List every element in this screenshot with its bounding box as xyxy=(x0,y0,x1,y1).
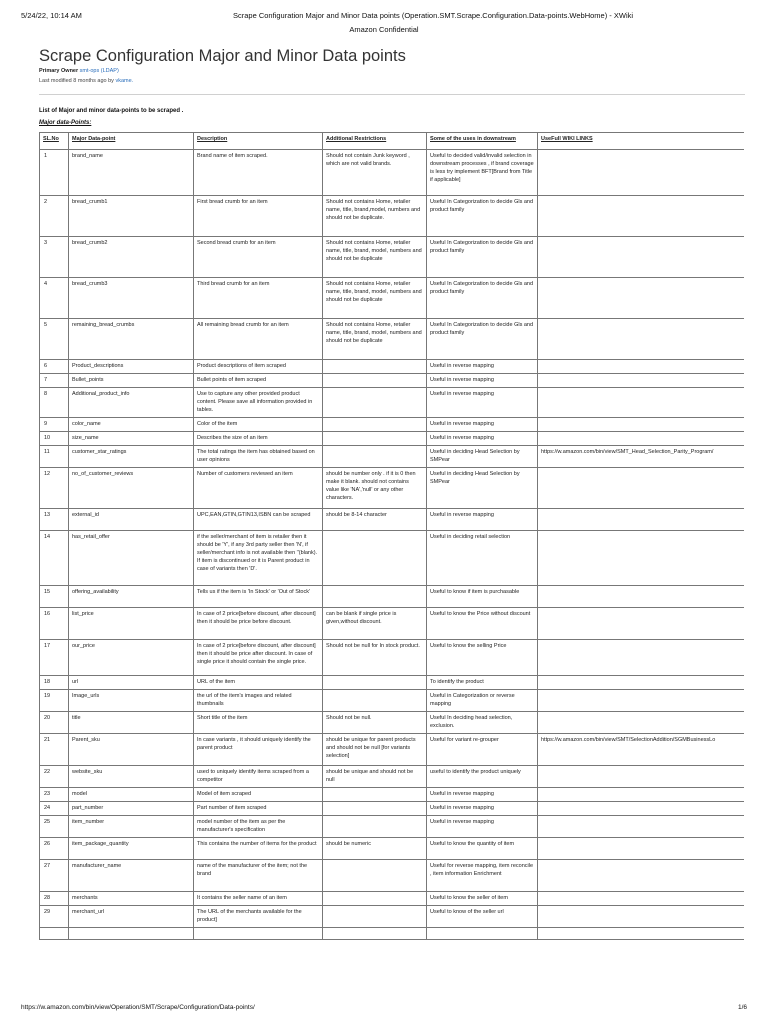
cell-description: name of the manufacturer of the item; not the brand xyxy=(194,859,323,891)
cell-sl-no xyxy=(40,927,69,939)
cell-wiki-link xyxy=(538,859,745,891)
cell-uses: Useful In deciding head selection, exclusion. xyxy=(427,711,538,733)
cell-sl-no: 19 xyxy=(40,689,69,711)
cell-restrictions xyxy=(323,388,427,418)
cell-data-point: our_price xyxy=(69,639,194,675)
cell-sl-no: 8 xyxy=(40,388,69,418)
intro-text: List of Major and minor data-points to be scraped . xyxy=(39,108,184,114)
data-points-table xyxy=(39,132,744,940)
cell-description: Bullet points of item scraped xyxy=(194,374,323,388)
cell-uses: Useful In Categorization to decide Gls and product family xyxy=(427,278,538,319)
section-heading: Major data-Points: xyxy=(39,120,92,126)
owner-link[interactable]: smt-ops (LDAP) xyxy=(79,68,119,74)
page-title: Scrape Configuration Major and Minor Data points xyxy=(39,47,406,65)
cell-uses: Useful to know the quantity of item xyxy=(427,837,538,859)
cell-description: Model of item scraped xyxy=(194,787,323,801)
cell-data-point: manufacturer_name xyxy=(69,859,194,891)
cell-restrictions xyxy=(323,445,427,467)
cell-restrictions: Should not contains Home, retailer name, title, brand, model, numbers and should not be duplicate xyxy=(323,278,427,319)
cell-wiki-link xyxy=(538,467,745,508)
cell-description: In case variants , it should uniquely identify the parent product xyxy=(194,733,323,765)
cell-restrictions xyxy=(323,859,427,891)
cell-data-point: item_number xyxy=(69,815,194,837)
cell-restrictions: Should not contain Junk keyword , which are not valid brands. xyxy=(323,150,427,196)
cell-restrictions xyxy=(323,815,427,837)
cell-data-point: remaining_bread_crumbs xyxy=(69,319,194,360)
cell-uses: useful to identify the product uniquely xyxy=(427,765,538,787)
cell-wiki-link xyxy=(538,815,745,837)
cell-description: the url of the item's images and related thumbnails xyxy=(194,689,323,711)
cell-wiki-link xyxy=(538,765,745,787)
cell-restrictions xyxy=(323,801,427,815)
cell-uses: Useful in reverse mapping xyxy=(427,431,538,445)
table-row xyxy=(40,787,745,801)
cell-uses: Useful in deciding retail selection xyxy=(427,530,538,585)
table-row xyxy=(40,417,745,431)
cell-wiki-link xyxy=(538,927,745,939)
cell-sl-no: 24 xyxy=(40,801,69,815)
cell-restrictions xyxy=(323,927,427,939)
primary-owner xyxy=(39,68,119,74)
owner-label: Primary Owner xyxy=(39,68,79,74)
cell-sl-no: 7 xyxy=(40,374,69,388)
cell-data-point: bread_crumb2 xyxy=(69,237,194,278)
cell-description: It contains the seller name of an item xyxy=(194,891,323,905)
modified-text: Last modified 8 months ago by xyxy=(39,78,114,84)
cell-data-point: Bullet_points xyxy=(69,374,194,388)
cell-restrictions: should be numeric xyxy=(323,837,427,859)
cell-uses: Useful to know the seller of item xyxy=(427,891,538,905)
table-row xyxy=(40,374,745,388)
cell-description: Brand name of item scraped. xyxy=(194,150,323,196)
cell-description: model number of the item as per the manufacturer's specification xyxy=(194,815,323,837)
table-row xyxy=(40,689,745,711)
cell-restrictions xyxy=(323,417,427,431)
cell-restrictions xyxy=(323,905,427,927)
table-row xyxy=(40,150,745,196)
cell-restrictions xyxy=(323,374,427,388)
cell-uses: Useful to know the Price without discount xyxy=(427,607,538,639)
cell-sl-no: 1 xyxy=(40,150,69,196)
cell-uses: Useful for reverse mapping, item reconcile , item information Enrichment xyxy=(427,859,538,891)
cell-description: if the seller/merchant of item is retailer then it should be 'Y', if any 3rd party seller then 'N', if seller/merchant info is not available then ''(blank). If item is discontinued or it is Parent product in case of variants then 'D'. xyxy=(194,530,323,585)
table-row xyxy=(40,196,745,237)
divider xyxy=(39,94,745,95)
cell-uses: Useful to decided valid/invalid selection in downstream processes , if brand coverage is less try implement BFT[Brand from Title if applicable] xyxy=(427,150,538,196)
cell-uses: Useful to know the selling Price xyxy=(427,639,538,675)
cell-wiki-link xyxy=(538,196,745,237)
cell-uses: Useful in reverse mapping xyxy=(427,815,538,837)
cell-wiki-link xyxy=(538,530,745,585)
cell-sl-no: 23 xyxy=(40,787,69,801)
cell-description: UPC,EAN,GTIN,GTIN13,ISBN can be scraped xyxy=(194,508,323,530)
cell-sl-no: 10 xyxy=(40,431,69,445)
page-number: 1/6 xyxy=(737,1004,747,1011)
column-header: Description xyxy=(194,133,323,150)
table-row xyxy=(40,278,745,319)
cell-uses: Useful in reverse mapping xyxy=(427,388,538,418)
cell-data-point: external_id xyxy=(69,508,194,530)
cell-sl-no: 22 xyxy=(40,765,69,787)
cell-data-point: model xyxy=(69,787,194,801)
cell-sl-no: 14 xyxy=(40,530,69,585)
cell-restrictions: Should not be null for In stock product. xyxy=(323,639,427,675)
cell-wiki-link xyxy=(538,639,745,675)
column-header: UseFull WIKI LINKS xyxy=(538,133,745,150)
cell-uses: Useful in reverse mapping xyxy=(427,508,538,530)
cell-uses xyxy=(427,927,538,939)
table-row xyxy=(40,711,745,733)
cell-data-point: has_retail_offer xyxy=(69,530,194,585)
cell-sl-no: 12 xyxy=(40,467,69,508)
cell-data-point: customer_star_ratings xyxy=(69,445,194,467)
cell-data-point: Image_urls xyxy=(69,689,194,711)
cell-restrictions: should be number only . if it is 0 then make it blank. should not contains value like 'NA','null' or any other characters. xyxy=(323,467,427,508)
table-row xyxy=(40,801,745,815)
print-date: 5/24/22, 10:14 AM xyxy=(21,11,82,20)
cell-restrictions: Should not be null. xyxy=(323,711,427,733)
cell-data-point: url xyxy=(69,675,194,689)
cell-uses: Useful In Categorization to decide Gls and product family xyxy=(427,319,538,360)
cell-data-point: size_name xyxy=(69,431,194,445)
cell-sl-no: 25 xyxy=(40,815,69,837)
cell-data-point: offering_availability xyxy=(69,585,194,607)
cell-description: All remaining bread crumb for an item xyxy=(194,319,323,360)
cell-data-point: bread_crumb3 xyxy=(69,278,194,319)
cell-description: Describes the size of an item xyxy=(194,431,323,445)
cell-restrictions: should be unique for parent products and should not be null [for variants selection] xyxy=(323,733,427,765)
cell-restrictions: should be 8-14 character xyxy=(323,508,427,530)
cell-sl-no: 26 xyxy=(40,837,69,859)
cell-wiki-link xyxy=(538,237,745,278)
cell-wiki-link xyxy=(538,675,745,689)
cell-sl-no: 17 xyxy=(40,639,69,675)
cell-restrictions xyxy=(323,431,427,445)
cell-description: This contains the number of items for the product xyxy=(194,837,323,859)
table-row xyxy=(40,319,745,360)
cell-uses: Useful to know if item is purchasable xyxy=(427,585,538,607)
cell-sl-no: 27 xyxy=(40,859,69,891)
cell-restrictions: should be unique and should not be null xyxy=(323,765,427,787)
table-row xyxy=(40,891,745,905)
cell-data-point: item_package_quantity xyxy=(69,837,194,859)
cell-restrictions: can be blank if single price is given,without discount. xyxy=(323,607,427,639)
cell-wiki-link xyxy=(538,508,745,530)
cell-uses: Useful in reverse mapping xyxy=(427,787,538,801)
table-row xyxy=(40,445,745,467)
cell-data-point: list_price xyxy=(69,607,194,639)
table-row xyxy=(40,237,745,278)
cell-restrictions xyxy=(323,530,427,585)
cell-data-point xyxy=(69,927,194,939)
column-header: Major Data-point xyxy=(69,133,194,150)
cell-description: Part number of item scraped xyxy=(194,801,323,815)
cell-uses: Useful for variant re-grouper xyxy=(427,733,538,765)
modified-user-link[interactable]: vkame. xyxy=(115,78,134,84)
table-row xyxy=(40,905,745,927)
cell-sl-no: 13 xyxy=(40,508,69,530)
cell-sl-no: 5 xyxy=(40,319,69,360)
cell-restrictions xyxy=(323,787,427,801)
cell-wiki-link xyxy=(538,905,745,927)
cell-data-point: merchants xyxy=(69,891,194,905)
cell-sl-no: 20 xyxy=(40,711,69,733)
cell-wiki-link xyxy=(538,417,745,431)
cell-uses: Useful in reverse mapping xyxy=(427,360,538,374)
table-row xyxy=(40,508,745,530)
cell-description: used to uniquely identify items scraped from a competitor xyxy=(194,765,323,787)
cell-wiki-link xyxy=(538,837,745,859)
cell-description: Use to capture any other provided product content. Please save all information provided in tables. xyxy=(194,388,323,418)
cell-restrictions: Should not contains Home, retailer name, title, brand, model, numbers and should not be duplicate xyxy=(323,319,427,360)
cell-data-point: Parent_sku xyxy=(69,733,194,765)
cell-data-point: part_number xyxy=(69,801,194,815)
cell-sl-no: 4 xyxy=(40,278,69,319)
cell-wiki-link xyxy=(538,431,745,445)
cell-description: Product descriptions of item scraped xyxy=(194,360,323,374)
cell-uses: Useful in deciding Head Selection by SMPear xyxy=(427,445,538,467)
print-page-title: Scrape Configuration Major and Minor Data points (Operation.SMT.Scrape.Configuration.Data-points.WebHome) - XWiki xyxy=(233,11,634,20)
cell-description: First bread crumb for an item xyxy=(194,196,323,237)
table-row xyxy=(40,530,745,585)
cell-wiki-link xyxy=(538,689,745,711)
cell-description: Short title of the item xyxy=(194,711,323,733)
cell-wiki-link xyxy=(538,388,745,418)
cell-restrictions: Should not contains Home, retailer name, title, brand, model, numbers and should not be duplicate xyxy=(323,237,427,278)
cell-data-point: Product_descriptions xyxy=(69,360,194,374)
cell-uses: Useful in deciding Head Selection by SMPear xyxy=(427,467,538,508)
table-row xyxy=(40,467,745,508)
cell-uses: Useful in reverse mapping xyxy=(427,374,538,388)
cell-wiki-link xyxy=(538,319,745,360)
cell-data-point: color_name xyxy=(69,417,194,431)
table-row xyxy=(40,431,745,445)
cell-uses: To identify the product xyxy=(427,675,538,689)
table-row xyxy=(40,733,745,765)
column-header: SL.No xyxy=(40,133,69,150)
cell-wiki-link xyxy=(538,801,745,815)
cell-description: Color of the item xyxy=(194,417,323,431)
cell-uses: Useful in reverse mapping xyxy=(427,417,538,431)
cell-sl-no: 2 xyxy=(40,196,69,237)
cell-restrictions: Should not contains Home, retailer name, title, brand,model, numbers and should not be duplicate. xyxy=(323,196,427,237)
cell-wiki-link xyxy=(538,787,745,801)
cell-description: In case of 2 price[before discount, after discount] then it should be price before discount. xyxy=(194,607,323,639)
cell-uses: Useful in Categorization or reverse mapping xyxy=(427,689,538,711)
cell-wiki-link[interactable]: https://w.amazon.com/bin/view/SMT/SelectionAddition/SGMBusinessLo xyxy=(538,733,745,765)
table-row xyxy=(40,607,745,639)
cell-wiki-link xyxy=(538,150,745,196)
cell-sl-no: 29 xyxy=(40,905,69,927)
table-row xyxy=(40,639,745,675)
cell-wiki-link xyxy=(538,278,745,319)
table-body xyxy=(40,150,745,940)
table-row xyxy=(40,859,745,891)
cell-description: Second bread crumb for an item xyxy=(194,237,323,278)
cell-data-point: title xyxy=(69,711,194,733)
cell-description xyxy=(194,927,323,939)
confidential-banner: Amazon Confidential xyxy=(349,25,419,34)
cell-sl-no: 3 xyxy=(40,237,69,278)
cell-sl-no: 15 xyxy=(40,585,69,607)
cell-sl-no: 9 xyxy=(40,417,69,431)
table-row xyxy=(40,675,745,689)
cell-wiki-link xyxy=(538,585,745,607)
cell-description: Number of customers reviewed an item xyxy=(194,467,323,508)
table-row xyxy=(40,927,745,939)
cell-restrictions xyxy=(323,675,427,689)
cell-wiki-link xyxy=(538,711,745,733)
cell-wiki-link xyxy=(538,891,745,905)
cell-description: Third bread crumb for an item xyxy=(194,278,323,319)
cell-sl-no: 18 xyxy=(40,675,69,689)
table-row xyxy=(40,360,745,374)
cell-sl-no: 11 xyxy=(40,445,69,467)
cell-data-point: brand_name xyxy=(69,150,194,196)
table-row xyxy=(40,388,745,418)
table-row xyxy=(40,837,745,859)
cell-data-point: bread_crumb1 xyxy=(69,196,194,237)
cell-uses: Useful In Categorization to decide Gls and product family xyxy=(427,196,538,237)
cell-wiki-link xyxy=(538,374,745,388)
cell-sl-no: 16 xyxy=(40,607,69,639)
cell-data-point: no_of_customer_reviews xyxy=(69,467,194,508)
cell-description: In case of 2 price[before discount, after discount] then it should be price after discount. In case of single price it should contain the single price. xyxy=(194,639,323,675)
column-header: Some of the uses in downstream xyxy=(427,133,538,150)
cell-restrictions xyxy=(323,891,427,905)
cell-description: Tells us if the item is 'In Stock' or 'Out of Stock' xyxy=(194,585,323,607)
cell-uses: Useful In Categorization to decide Gls and product family xyxy=(427,237,538,278)
column-header: Additional Restrictions xyxy=(323,133,427,150)
cell-sl-no: 21 xyxy=(40,733,69,765)
cell-data-point: merchant_url xyxy=(69,905,194,927)
table-header-row xyxy=(40,133,745,150)
cell-wiki-link xyxy=(538,607,745,639)
cell-uses: Useful to know of the seller url xyxy=(427,905,538,927)
cell-description: The total ratings the item has obtained based on user opinions xyxy=(194,445,323,467)
cell-wiki-link xyxy=(538,360,745,374)
table-row xyxy=(40,815,745,837)
cell-sl-no: 28 xyxy=(40,891,69,905)
cell-wiki-link[interactable]: https://w.amazon.com/bin/view/SMT_Head_Selection_Parity_Program/ xyxy=(538,445,745,467)
cell-sl-no: 6 xyxy=(40,360,69,374)
cell-data-point: website_sku xyxy=(69,765,194,787)
print-url: https://w.amazon.com/bin/view/Operation/SMT/Scrape/Configuration/Data-points/ xyxy=(21,1004,255,1011)
cell-restrictions xyxy=(323,360,427,374)
last-modified xyxy=(39,78,133,84)
data-points-table-wrapper xyxy=(39,132,744,1001)
table-row xyxy=(40,765,745,787)
table-row xyxy=(40,585,745,607)
cell-description: The URL of the merchants available for the product] xyxy=(194,905,323,927)
cell-restrictions xyxy=(323,585,427,607)
cell-description: URL of the item xyxy=(194,675,323,689)
cell-restrictions xyxy=(323,689,427,711)
cell-data-point: Additional_product_info xyxy=(69,388,194,418)
cell-uses: Useful in reverse mapping xyxy=(427,801,538,815)
